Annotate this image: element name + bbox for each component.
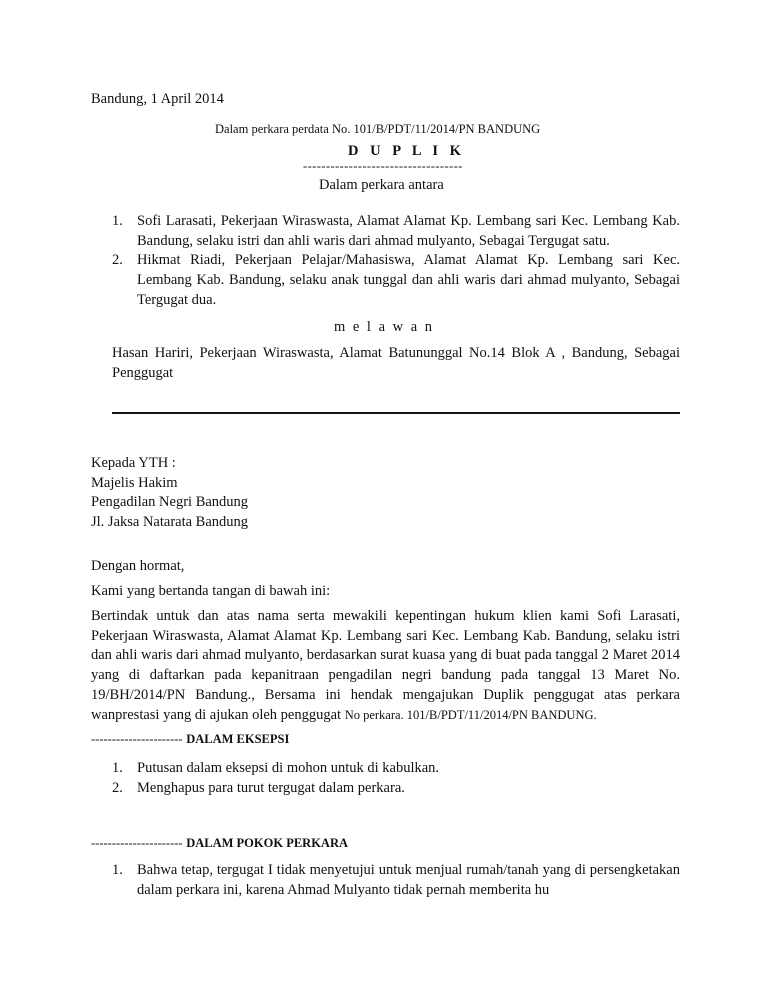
paragraph-text: Bertindak untuk dan atas nama serta mewakili kepentingan hukum klien kami Sofi Larasati, Pekerjaan Wiraswasta, Alamat Alamat Kp. Lembang sari Kec. Lembang Kab. Bandung, selaku istri dan ahli waris dari ahmad mulyanto, berdasarkan surat kuasa yang di buat pada tanggal 2 Maret 2014 yang di daftarkan pada kepanitraan pengadilan negri bandung pada tanggal 13 Maret No. 19/BH/2014/PN Bandung., Bersama ini hendak mengajukan Duplik penggugat atas perkara wanprestasi yang di ajukan oleh penggugat xyxy=(91,608,680,723)
document-title: D U P L I K xyxy=(348,143,465,159)
eksepsi-list xyxy=(112,759,680,798)
heading-dashes: ---------------------- xyxy=(91,732,183,746)
recipient-line: Pengadilan Negri Bandung xyxy=(91,494,249,511)
divider xyxy=(112,412,680,414)
title-underline: ----------------------------------- xyxy=(303,159,463,173)
pokok-heading: DALAM POKOK PERKARA xyxy=(186,836,349,850)
list-number: 2. xyxy=(112,779,123,796)
versus-label: m e l a w a n xyxy=(333,319,435,335)
recipient-line: Majelis Hakim xyxy=(91,474,178,491)
defendant-one: Sofi Larasati, Pekerjaan Wiraswasta, Alamat Alamat Kp. Lembang sari Kec. Lembang Kab. Bandung, selaku istri dan ahli waris dari ahmad mulyanto, Sebagai Tergugat satu. xyxy=(137,213,680,249)
list-number: 2. xyxy=(112,252,123,269)
defendant-two: Hikmat Riadi, Pekerjaan Pelajar/Mahasiswa, Alamat Alamat Kp. Lembang sari Kec. Lembang Kab. Bandung, selaku anak tunggal dan ahli waris dari ahmad mulyanto, Sebagai Tergugat dua. xyxy=(137,252,680,308)
case-reference: Dalam perkara perdata No. 101/B/PDT/11/2014/PN BANDUNG xyxy=(215,122,541,136)
eksepsi-heading: DALAM EKSEPSI xyxy=(186,732,290,746)
recipient-block xyxy=(91,454,248,533)
eksepsi-item: Putusan dalam eksepsi di mohon untuk di kabulkan. xyxy=(137,760,440,776)
place-date: Bandung, 1 April 2014 xyxy=(91,91,224,107)
list-number: 1. xyxy=(112,760,123,776)
recipient-line: Kepada YTH : xyxy=(91,455,176,471)
heading-dashes: ---------------------- xyxy=(91,836,183,850)
list-item xyxy=(112,861,680,900)
recipient-line: Jl. Jaksa Natarata Bandung xyxy=(91,514,249,531)
plaintiff: Hasan Hariri, Pekerjaan Wiraswasta, Alamat Batununggal No.14 Blok A , Bandung, Sebagai Penggugat xyxy=(112,345,680,381)
pokok-heading-row xyxy=(91,834,348,854)
list-item xyxy=(112,779,680,799)
eksepsi-item: Menghapus para turut tergugat dalam perkara. xyxy=(137,779,405,796)
list-number: 1. xyxy=(112,862,123,878)
paragraph-case-ref: No perkara. 101/B/PDT/11/2014/PN BANDUNG. xyxy=(344,707,597,722)
pokok-item: Bahwa tetap, tergugat I tidak menyetujui untuk menjual rumah/tanah yang di persengketakan dalam perkara ini, karena Ahmad Mulyanto tidak pernah memberita hu xyxy=(137,862,680,898)
list-item xyxy=(112,251,680,310)
pokok-list xyxy=(112,861,680,900)
greeting: Dengan hormat, xyxy=(91,558,185,574)
intro-line: Kami yang bertanda tangan di bawah ini: xyxy=(91,583,331,599)
list-item xyxy=(112,759,680,779)
list-item xyxy=(112,212,680,251)
between-label: Dalam perkara antara xyxy=(319,177,444,193)
list-number: 1. xyxy=(112,213,123,229)
defendants-list xyxy=(112,212,680,311)
eksepsi-heading-row xyxy=(91,730,289,750)
main-paragraph xyxy=(91,607,680,725)
